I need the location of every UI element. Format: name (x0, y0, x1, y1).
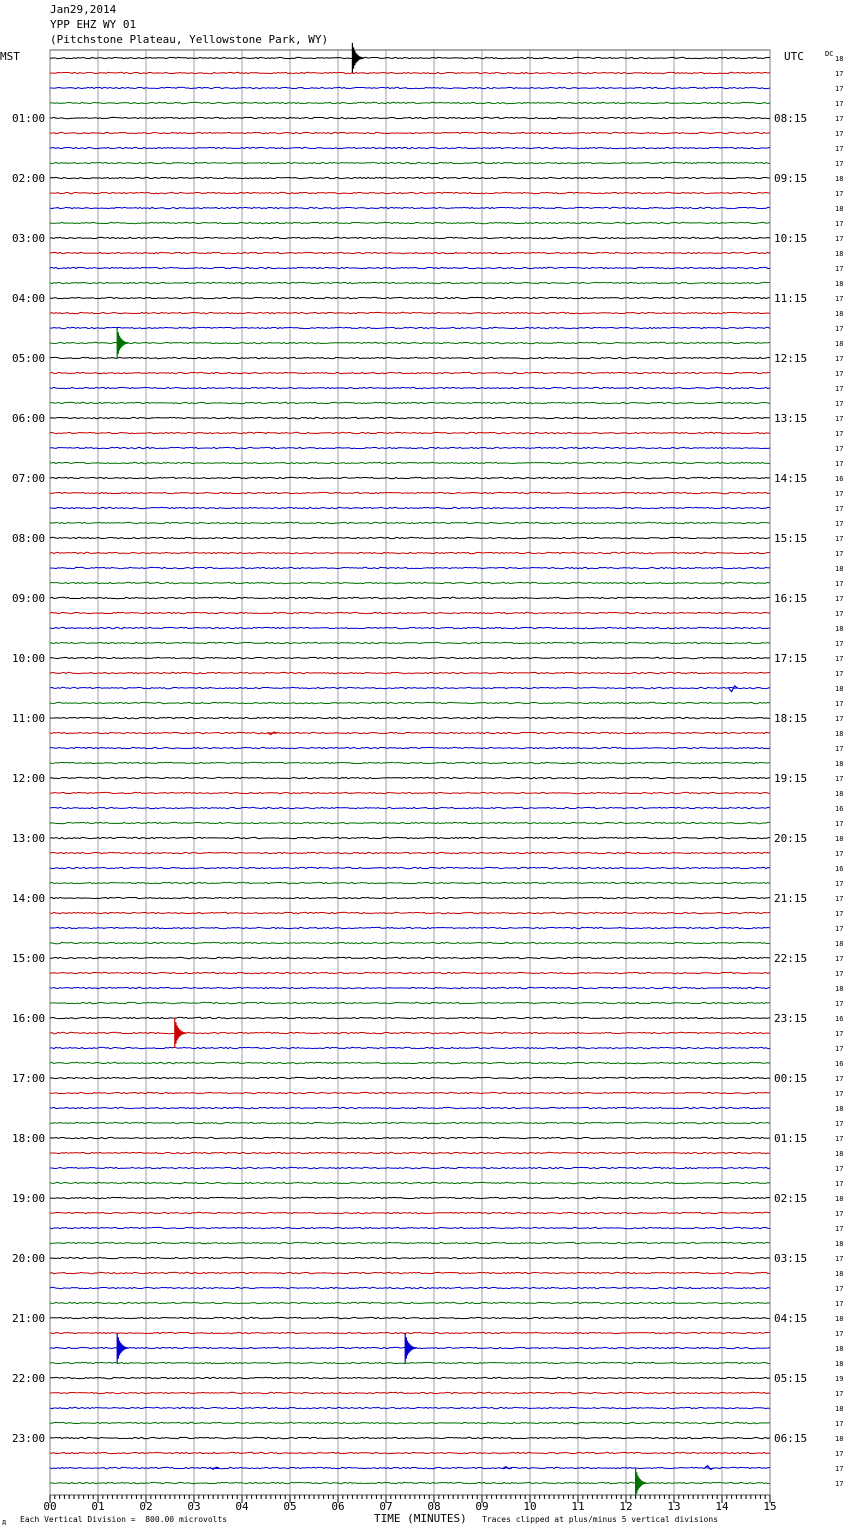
trace-row (50, 312, 770, 313)
trace-row (50, 477, 770, 478)
trace-row (50, 1317, 770, 1318)
trace-row (50, 327, 770, 328)
trace-row (50, 867, 770, 868)
dc-offset-label: 18 (835, 310, 844, 318)
dc-offset-label: 17 (835, 220, 844, 228)
trace-row (50, 777, 770, 778)
x-tick-label: 02 (139, 1500, 153, 1513)
dc-offset-label: 17 (835, 1030, 844, 1038)
trace-row (50, 957, 770, 958)
hour-label-utc: 19:15 (774, 772, 808, 785)
dc-offset-label: 18 (835, 940, 844, 948)
trace-row (50, 837, 770, 838)
trace-row (50, 657, 770, 658)
hour-label-utc: 02:15 (774, 1192, 808, 1205)
seismic-event (175, 1018, 186, 1048)
dc-offset-label: 17 (835, 925, 844, 933)
dc-offset-label: 17 (835, 1330, 844, 1338)
dc-offset-label: 17 (835, 1420, 844, 1428)
trace-row (50, 1092, 770, 1093)
trace-row (50, 852, 770, 853)
grid (50, 50, 770, 1495)
hour-label-mst: 04:00 (12, 292, 46, 305)
dc-offset-label: 17 (835, 715, 844, 723)
hour-label-utc: 00:15 (774, 1072, 808, 1085)
trace-row (50, 282, 770, 283)
x-tick-label: 05 (283, 1500, 297, 1513)
trace-row (50, 207, 770, 208)
right-axis-title: UTC (784, 50, 804, 63)
dc-offset-label: 17 (835, 1480, 844, 1488)
hour-label-mst: 03:00 (12, 232, 46, 245)
dc-offset-label: 18 (835, 1405, 844, 1413)
dc-offset-label: 17 (835, 1165, 844, 1173)
hour-label-mst: 07:00 (12, 472, 46, 485)
trace-row (50, 1227, 770, 1228)
seismic-event (405, 1333, 416, 1363)
dc-offset-label: 17 (835, 970, 844, 978)
x-tick-label: 03 (187, 1500, 201, 1513)
x-tick-label: 10 (523, 1500, 537, 1513)
trace-row (50, 492, 770, 493)
trace-row (50, 942, 770, 943)
trace-row (50, 672, 770, 673)
trace-row (50, 1122, 770, 1123)
x-tick-label: 08 (427, 1500, 441, 1513)
hour-label-utc: 03:15 (774, 1252, 808, 1265)
trace-row (50, 1332, 770, 1333)
dc-offset-label: 18 (835, 985, 844, 993)
hour-label-utc: 14:15 (774, 472, 808, 485)
header-station: YPP EHZ WY 01 (50, 18, 137, 31)
dc-offset-label: 17 (835, 130, 844, 138)
x-tick-label: 00 (43, 1500, 57, 1513)
hour-label-utc: 16:15 (774, 592, 808, 605)
x-tick-label: 07 (379, 1500, 393, 1513)
trace-row (50, 1272, 770, 1273)
dc-offset-label: 17 (835, 535, 844, 543)
trace-row (50, 552, 770, 553)
trace-row (50, 237, 770, 238)
dc-offset-label: 17 (835, 115, 844, 123)
dc-offset-label: 16 (835, 1060, 844, 1068)
trace-row (50, 582, 770, 583)
x-tick-label: 09 (475, 1500, 489, 1513)
dc-offset-label: 17 (835, 160, 844, 168)
trace-row (50, 882, 770, 883)
hour-label-mst: 11:00 (12, 712, 46, 725)
trace-row (50, 417, 770, 418)
clip-note: Traces clipped at plus/minus 5 vertical divisions (482, 1515, 719, 1524)
dc-offset-label: 17 (835, 670, 844, 678)
trace-row (50, 747, 770, 748)
dc-offset-label: 17 (835, 1090, 844, 1098)
dc-offset-label: 16 (835, 475, 844, 483)
dc-offset-label: 18 (835, 685, 844, 693)
dc-offset-label: 18 (835, 55, 844, 63)
seismic-event (705, 1466, 714, 1470)
dc-offset-label: 17 (835, 820, 844, 828)
dc-offset-label: 17 (835, 265, 844, 273)
dc-offset-label: 18 (835, 205, 844, 213)
dc-offset-label: 17 (835, 910, 844, 918)
hour-label-mst: 16:00 (12, 1012, 46, 1025)
trace-row (50, 1182, 770, 1183)
dc-offset-label: 17 (835, 1135, 844, 1143)
dc-offset-label: 17 (835, 100, 844, 108)
trace-row (50, 972, 770, 973)
dc-offset-label: 17 (835, 490, 844, 498)
trace-row (50, 597, 770, 598)
hour-label-utc: 04:15 (774, 1312, 808, 1325)
trace-row (50, 912, 770, 913)
hour-label-utc: 23:15 (774, 1012, 808, 1025)
x-tick-label: 11 (571, 1500, 585, 1513)
corner-mark: д (2, 1518, 7, 1526)
trace-row (50, 507, 770, 508)
dc-offset-label: 18 (835, 1105, 844, 1113)
hour-label-mst: 08:00 (12, 532, 46, 545)
dc-offset-label: 18 (835, 1315, 844, 1323)
dc-offset-label: 17 (835, 520, 844, 528)
dc-offset-label: 18 (835, 760, 844, 768)
dc-offset-label: 17 (835, 1285, 844, 1293)
trace-row (50, 372, 770, 373)
trace-row (50, 687, 770, 688)
trace-row (50, 792, 770, 793)
dc-offset-label: 17 (835, 370, 844, 378)
hour-label-mst: 15:00 (12, 952, 46, 965)
dc-offset-label: 17 (835, 595, 844, 603)
hour-label-utc: 21:15 (774, 892, 808, 905)
x-tick-label: 04 (235, 1500, 249, 1513)
header-date: Jan29,2014 (50, 3, 117, 16)
dc-offset-label: 18 (835, 175, 844, 183)
hour-label-utc: 15:15 (774, 532, 808, 545)
dc-offset-label: 18 (835, 250, 844, 258)
hour-label-mst: 18:00 (12, 1132, 46, 1145)
dc-offset-label: 18 (835, 1270, 844, 1278)
dc-offset-label: 18 (835, 1345, 844, 1353)
dc-offset-label: 17 (835, 1225, 844, 1233)
hour-label-mst: 14:00 (12, 892, 46, 905)
hour-label-utc: 10:15 (774, 232, 808, 245)
x-axis-title: TIME (MINUTES) (374, 1512, 467, 1525)
dc-offset-label: 18 (835, 280, 844, 288)
dc-offset-label: 17 (835, 1075, 844, 1083)
trace-row (50, 162, 770, 163)
dc-offset-label: 17 (835, 235, 844, 243)
trace-row (50, 1452, 770, 1453)
trace-row (50, 267, 770, 268)
dc-offset-label: 17 (835, 460, 844, 468)
x-axis (43, 1495, 776, 1513)
hour-label-utc: 12:15 (774, 352, 808, 365)
dc-offset-label: 17 (835, 1390, 844, 1398)
seismic-event (117, 1333, 128, 1363)
dc-offset-label: 17 (835, 1300, 844, 1308)
dc-offset-label: 17 (835, 880, 844, 888)
plot-frame (50, 50, 770, 1495)
dc-offset-label: 18 (835, 790, 844, 798)
trace-row (50, 1482, 770, 1483)
scale-note: Each Vertical Division = 800.00 microvolts (20, 1515, 228, 1524)
hour-label-utc: 08:15 (774, 112, 808, 125)
trace-row (50, 102, 770, 103)
trace-row (50, 702, 770, 703)
hour-label-mst: 01:00 (12, 112, 46, 125)
hour-label-utc: 22:15 (774, 952, 808, 965)
event-group (117, 43, 737, 1498)
hour-label-mst: 06:00 (12, 412, 46, 425)
dc-offset-label: 17 (835, 505, 844, 513)
trace-row (50, 87, 770, 88)
dc-header: DC (825, 50, 834, 58)
hour-label-utc: 20:15 (774, 832, 808, 845)
dc-offset-label: 17 (835, 1120, 844, 1128)
dc-offset-label: 17 (835, 355, 844, 363)
trace-row (50, 1062, 770, 1063)
hour-label-mst: 22:00 (12, 1372, 46, 1385)
dc-offset-label: 17 (835, 580, 844, 588)
trace-row (50, 537, 770, 538)
trace-row (50, 1287, 770, 1288)
dc-offset-label: 19 (835, 1375, 844, 1383)
trace-row (50, 1077, 770, 1078)
trace-row (50, 1302, 770, 1303)
x-tick-label: 06 (331, 1500, 345, 1513)
dc-offset-label: 17 (835, 145, 844, 153)
hour-label-mst: 12:00 (12, 772, 46, 785)
dc-offset-label: 17 (835, 385, 844, 393)
left-axis-title: MST (0, 50, 20, 63)
dc-offset-label: 16 (835, 805, 844, 813)
trace-row (50, 1257, 770, 1258)
trace-row (50, 1152, 770, 1153)
hour-label-utc: 01:15 (774, 1132, 808, 1145)
dc-offset-label: 17 (835, 70, 844, 78)
hour-label-utc: 13:15 (774, 412, 808, 425)
dc-offset-label: 17 (835, 325, 844, 333)
trace-row (50, 1167, 770, 1168)
dc-offset-label: 17 (835, 1180, 844, 1188)
trace-row (50, 1362, 770, 1363)
hour-label-utc: 11:15 (774, 292, 808, 305)
trace-row (50, 57, 770, 58)
dc-offset-label: 17 (835, 610, 844, 618)
dc-offset-label: 18 (835, 1435, 844, 1443)
trace-row (50, 927, 770, 928)
trace-row (50, 1137, 770, 1138)
seismic-event (352, 43, 363, 73)
trace-row (50, 342, 770, 343)
trace-row (50, 762, 770, 763)
dc-offset-label: 17 (835, 1450, 844, 1458)
dc-offset-label: 17 (835, 85, 844, 93)
trace-row (50, 192, 770, 193)
trace-row (50, 1197, 770, 1198)
hour-label-mst: 10:00 (12, 652, 46, 665)
trace-row (50, 897, 770, 898)
dc-offset-label: 17 (835, 895, 844, 903)
x-tick-label: 01 (91, 1500, 105, 1513)
trace-row (50, 1047, 770, 1048)
dc-offset-label: 18 (835, 1150, 844, 1158)
hour-label-mst: 05:00 (12, 352, 46, 365)
hour-label-utc: 18:15 (774, 712, 808, 725)
dc-offset-label: 17 (835, 430, 844, 438)
x-tick-label: 14 (715, 1500, 729, 1513)
dc-offset-label: 18 (835, 835, 844, 843)
trace-row (50, 387, 770, 388)
trace-row (50, 222, 770, 223)
trace-row (50, 462, 770, 463)
hour-label-mst: 20:00 (12, 1252, 46, 1265)
dc-offset-label: 17 (835, 550, 844, 558)
dc-offset-label: 17 (835, 1000, 844, 1008)
trace-row (50, 252, 770, 253)
dc-offset-label: 17 (835, 775, 844, 783)
trace-row (50, 822, 770, 823)
trace-row (50, 447, 770, 448)
hour-label-mst: 13:00 (12, 832, 46, 845)
trace-row (50, 987, 770, 988)
trace-row (50, 1002, 770, 1003)
trace-row (50, 717, 770, 718)
trace-row (50, 1017, 770, 1018)
trace-row (50, 1242, 770, 1243)
dc-offset-label: 17 (835, 745, 844, 753)
trace-row (50, 1407, 770, 1408)
hour-label-mst: 02:00 (12, 172, 46, 185)
trace-row (50, 297, 770, 298)
trace-row (50, 132, 770, 133)
trace-row (50, 807, 770, 808)
dc-offset-label: 18 (835, 1195, 844, 1203)
trace-row (50, 147, 770, 148)
dc-offset-label: 17 (835, 445, 844, 453)
dc-offset-label: 18 (835, 1240, 844, 1248)
dc-offset-label: 17 (835, 415, 844, 423)
hour-label-utc: 09:15 (774, 172, 808, 185)
seismic-event (729, 686, 738, 692)
trace-row (50, 642, 770, 643)
seismic-event (636, 1468, 647, 1498)
hour-label-mst: 09:00 (12, 592, 46, 605)
dc-offset-label: 16 (835, 1015, 844, 1023)
trace-row (50, 627, 770, 628)
dc-offset-label: 18 (835, 340, 844, 348)
dc-offset-label: 17 (835, 1255, 844, 1263)
hour-label-mst: 17:00 (12, 1072, 46, 1085)
trace-row (50, 117, 770, 118)
header-location: (Pitchstone Plateau, Yellowstone Park, WY) (50, 33, 329, 46)
dc-offset-label: 17 (835, 700, 844, 708)
hour-label-mst: 19:00 (12, 1192, 46, 1205)
seismic-event (117, 328, 128, 358)
trace-row (50, 432, 770, 433)
dc-offset-label: 17 (835, 400, 844, 408)
trace-row (50, 72, 770, 73)
hour-label-mst: 21:00 (12, 1312, 46, 1325)
hour-label-utc: 17:15 (774, 652, 808, 665)
dc-offset-label: 16 (835, 865, 844, 873)
trace-row (50, 612, 770, 613)
trace-row (50, 177, 770, 178)
dc-offset-label: 17 (835, 1045, 844, 1053)
dc-offset-label: 17 (835, 295, 844, 303)
dc-offset-label: 18 (835, 565, 844, 573)
trace-row (50, 402, 770, 403)
trace-group (50, 57, 770, 1483)
trace-row (50, 1467, 770, 1468)
x-tick-label: 15 (763, 1500, 777, 1513)
trace-row (50, 522, 770, 523)
hour-label-mst: 23:00 (12, 1432, 46, 1445)
trace-row (50, 1032, 770, 1033)
trace-row (50, 567, 770, 568)
dc-offset-label: 17 (835, 850, 844, 858)
trace-row (50, 357, 770, 358)
trace-row (50, 1437, 770, 1438)
dc-offset-label: 17 (835, 640, 844, 648)
dc-offset-label: 17 (835, 1210, 844, 1218)
dc-offset-label: 17 (835, 955, 844, 963)
dc-offset-label: 18 (835, 730, 844, 738)
hour-label-utc: 05:15 (774, 1372, 808, 1385)
trace-row (50, 1422, 770, 1423)
trace-row (50, 732, 770, 733)
hour-label-utc: 06:15 (774, 1432, 808, 1445)
dc-offset-label: 18 (835, 1360, 844, 1368)
trace-row (50, 1377, 770, 1378)
trace-row (50, 1392, 770, 1393)
dc-offset-label: 17 (835, 1465, 844, 1473)
x-tick-label: 12 (619, 1500, 633, 1513)
trace-row (50, 1107, 770, 1108)
trace-row (50, 1212, 770, 1213)
x-tick-label: 13 (667, 1500, 681, 1513)
dc-offset-label: 18 (835, 625, 844, 633)
dc-offset-label: 17 (835, 190, 844, 198)
dc-offset-label: 17 (835, 655, 844, 663)
